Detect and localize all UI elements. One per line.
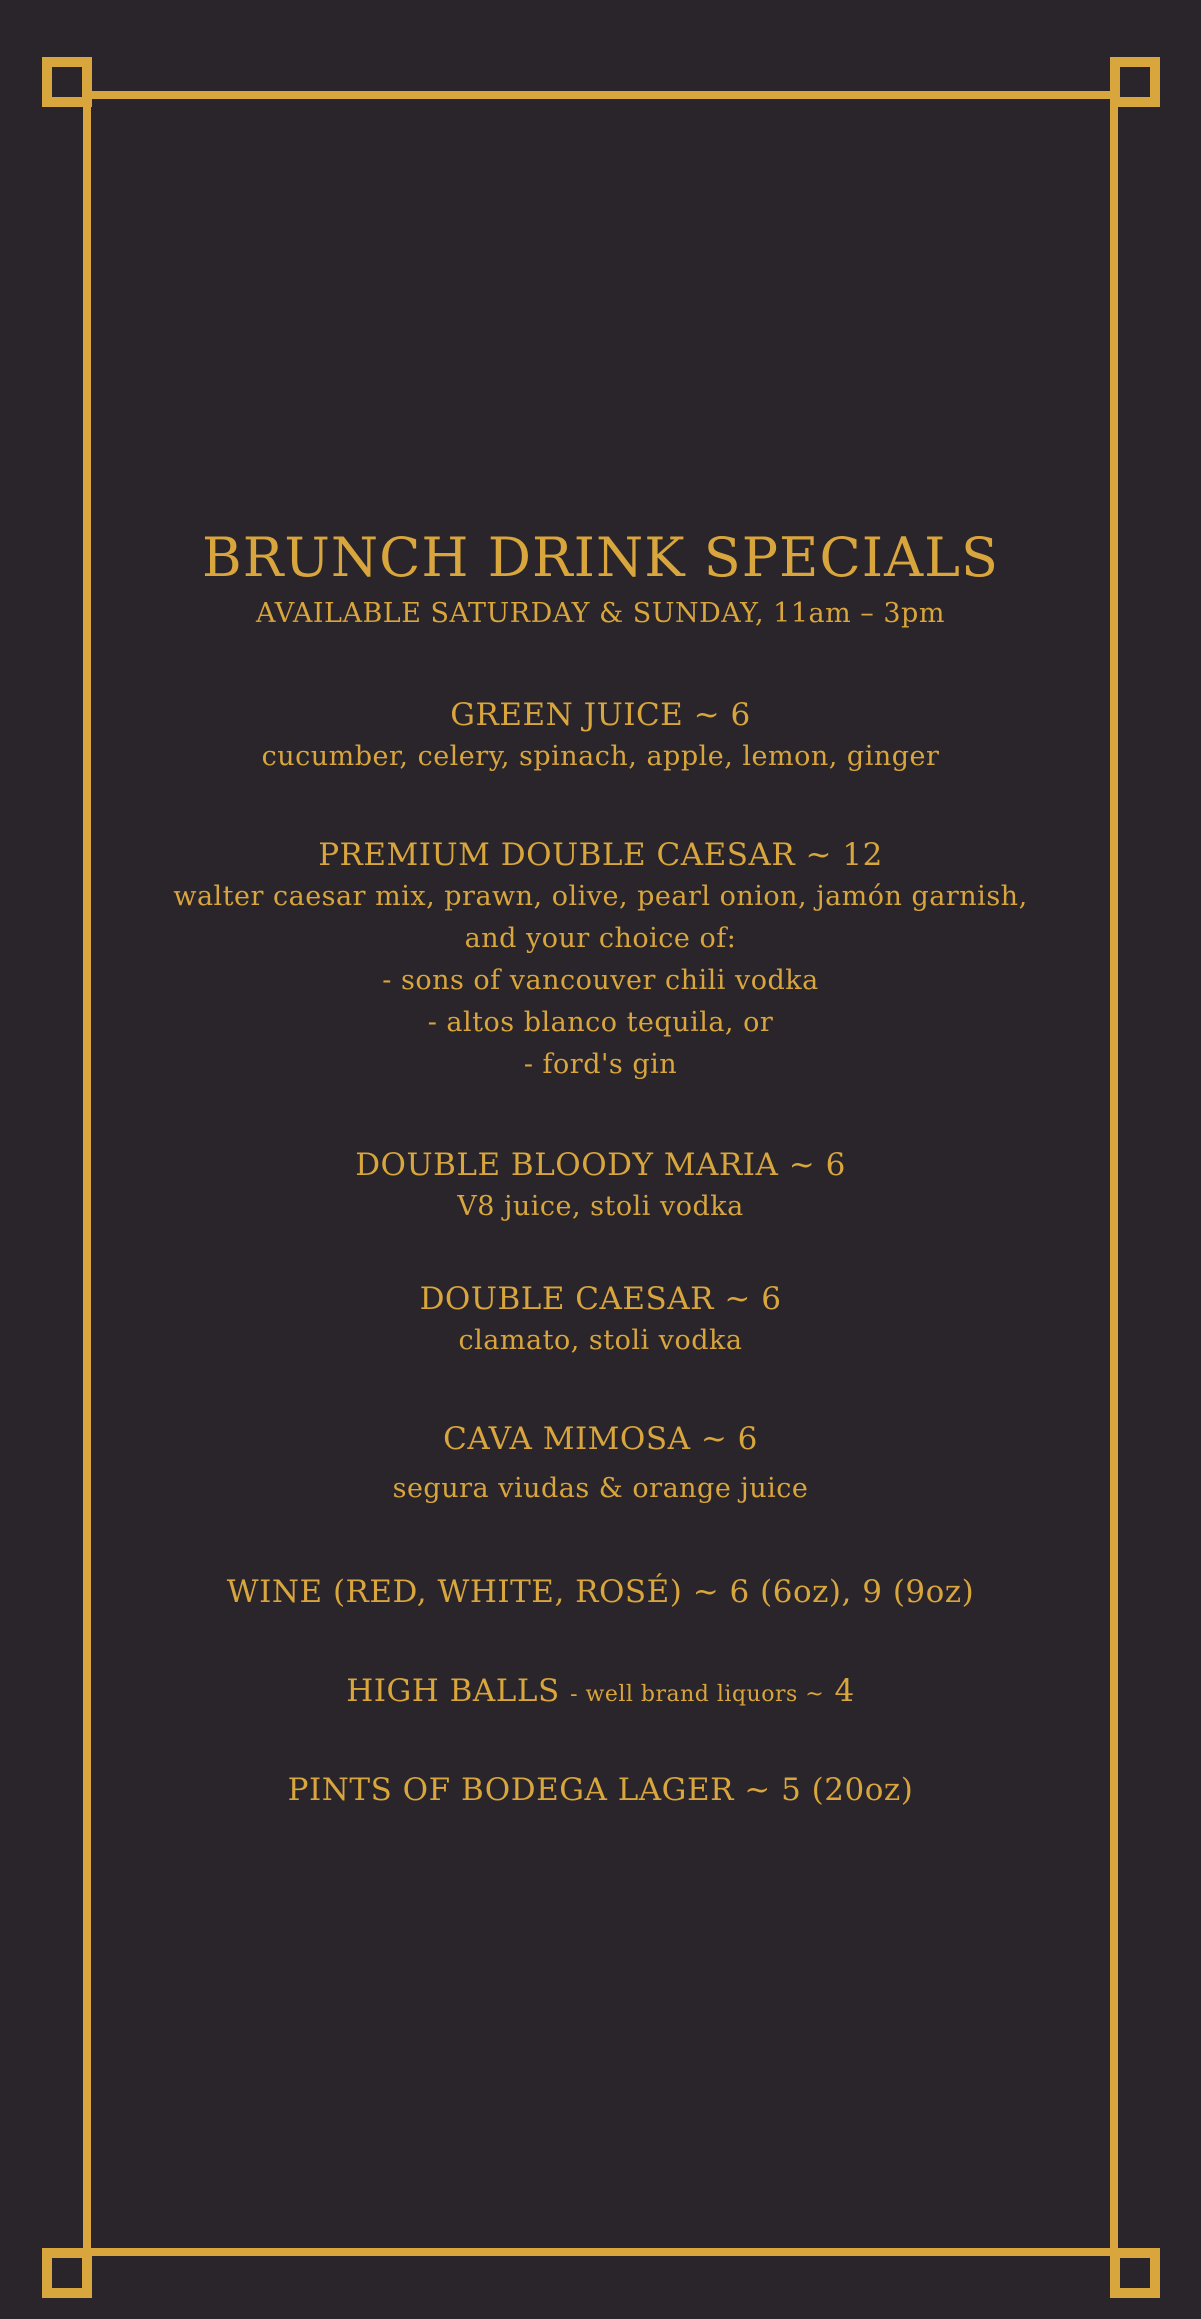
frame-bottom-border bbox=[62, 2248, 1139, 2256]
frame-corner-top-right bbox=[1110, 57, 1160, 107]
menu-item-name: GREEN JUICE ~ 6 bbox=[450, 697, 751, 733]
menu-item-cava-mimosa bbox=[100, 1418, 1101, 1510]
menu-item-name-detail: - well brand liquors ~ bbox=[570, 1682, 825, 1707]
menu-item-description: - sons of vancouver chili vodka bbox=[382, 965, 819, 996]
menu-item-description: - altos blanco tequila, or bbox=[427, 1007, 774, 1038]
menu-item-price: 4 bbox=[834, 1673, 855, 1709]
menu-item-name: WINE (RED, WHITE, ROSÉ) ~ 6 (6oz), 9 (9oz) bbox=[226, 1574, 975, 1610]
menu-item-high-balls bbox=[100, 1670, 1101, 1716]
menu-item-description: - ford's gin bbox=[523, 1049, 678, 1080]
menu-item-name: DOUBLE CAESAR ~ 6 bbox=[419, 1281, 782, 1317]
menu-item-bodega-lager bbox=[100, 1769, 1101, 1811]
menu-item-description: V8 juice, stoli vodka bbox=[457, 1191, 744, 1222]
frame-corner-bottom-left bbox=[42, 2248, 92, 2298]
menu-item-description: segura viudas & orange juice bbox=[392, 1473, 809, 1504]
menu-item-name bbox=[100, 1670, 1101, 1716]
menu-subtitle: AVAILABLE SATURDAY & SUNDAY, 11am – 3pm bbox=[256, 598, 945, 629]
frame-corner-bottom-right bbox=[1110, 2248, 1160, 2298]
menu-item-double-caesar bbox=[100, 1278, 1101, 1362]
menu-item-green-juice bbox=[100, 694, 1101, 778]
frame-top-border bbox=[62, 91, 1139, 99]
frame-right-border bbox=[1110, 70, 1118, 2277]
menu-item-description: clamato, stoli vodka bbox=[458, 1325, 743, 1356]
menu-item-description: cucumber, celery, spinach, apple, lemon, ginger bbox=[261, 741, 940, 772]
menu-item-description: walter caesar mix, prawn, olive, pearl onion, jamón garnish, bbox=[173, 881, 1028, 912]
menu-item-wine bbox=[100, 1571, 1101, 1613]
menu-item-name: PINTS OF BODEGA LAGER ~ 5 (20oz) bbox=[287, 1772, 914, 1808]
frame-left-border bbox=[83, 70, 91, 2277]
menu-title: BRUNCH DRINK SPECIALS bbox=[202, 526, 999, 589]
menu-item-premium-double-caesar bbox=[100, 834, 1101, 1086]
menu-item-name-text: HIGH BALLS bbox=[346, 1673, 560, 1709]
menu-item-name: DOUBLE BLOODY MARIA ~ 6 bbox=[355, 1147, 846, 1183]
menu-item-double-bloody-maria bbox=[100, 1144, 1101, 1228]
frame-corner-top-left bbox=[42, 57, 92, 107]
menu-item-name: CAVA MIMOSA ~ 6 bbox=[443, 1421, 758, 1457]
menu-item-name: PREMIUM DOUBLE CAESAR ~ 12 bbox=[318, 837, 883, 873]
menu-item-description: and your choice of: bbox=[464, 923, 737, 954]
